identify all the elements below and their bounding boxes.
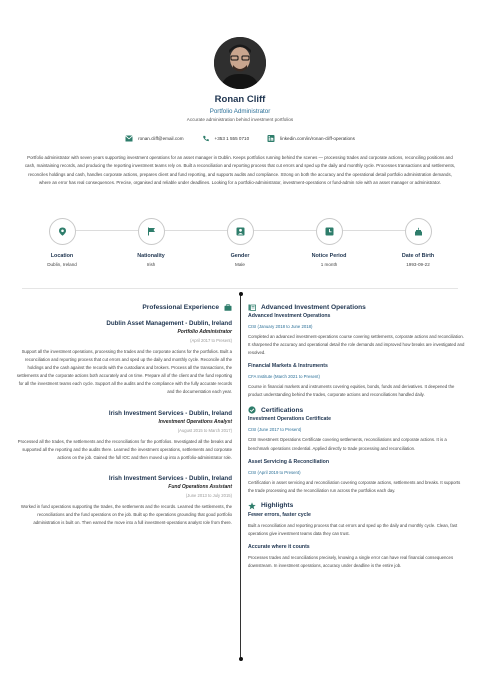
job-dates: (August 2015 to March 2017): [177, 427, 232, 433]
item-description: Completed an advanced investment-operations course covering settlements, corporate actions and reconciliation. It sharpened the accuracy and operational detail the role demands and improved how breaks are investigated and resolved.: [248, 334, 465, 356]
fact-label: Location: [50, 253, 74, 259]
highlights-section: [248, 502, 466, 570]
candidate-name: Ronan Cliff: [214, 94, 266, 105]
contact-phone[interactable]: [202, 135, 250, 142]
job-company: Dublin Asset Management - Dublin, Ireland: [106, 320, 232, 327]
job-title: Portfolio Administrator: [209, 108, 271, 115]
education-heading: [248, 304, 466, 311]
education-heading-text: Advanced Investment Operations: [261, 304, 366, 311]
item-date: CISI (June 2017 to Present): [248, 427, 302, 433]
location-pin-icon: [58, 227, 67, 236]
job-entry: [16, 475, 232, 527]
job-role: Fund Operations Assistant: [168, 483, 232, 490]
right-column: [248, 304, 466, 577]
fact-value: Irish: [146, 262, 156, 267]
fact-label: Gender: [230, 253, 250, 259]
flag-icon: [147, 227, 156, 236]
highlight-item: [248, 544, 466, 570]
star-icon: [248, 502, 256, 510]
email-icon: [125, 135, 133, 142]
education-item: [248, 363, 466, 399]
highlights-heading-text: Highlights: [261, 502, 294, 510]
timeline-dot-top: [239, 292, 243, 296]
phone-icon: [202, 135, 210, 142]
job-entry: [16, 410, 232, 462]
fact-label: Notice Period: [311, 253, 347, 259]
fact-notice-period: [289, 218, 369, 267]
item-title: Investment Operations Certificate: [248, 416, 332, 423]
job-dates: (June 2013 to July 2015): [185, 492, 232, 498]
item-title: Fewer errors, faster cycle: [248, 511, 311, 518]
fact-label: Nationality: [137, 253, 165, 259]
item-title: Advanced Investment Operations: [248, 313, 331, 319]
fact-nationality: [111, 218, 191, 267]
item-description: CISI Investment Operations Certificate covering settlements, reconciliations and corporate actions. It is a benchmark operations credential. Applied directly to trade processing and reconciliation.: [248, 437, 447, 451]
contact-linkedin[interactable]: [267, 135, 355, 142]
fact-value: 1 month: [320, 262, 338, 267]
item-title: Financial Markets & Instruments: [248, 363, 328, 370]
job-description: Support all the investment operations, processing the trades and the corporate actions for the portfolios. Built a reconciliation and reporting process that cut errors and sped up the daily and monthly cycle. Reconcile all the holdings and the cash against the records with the custodians and brokers. Process all the transactions, the settlements and the corporate actions both accurately and on time. Prepare all of the client and the fund reporting for all the investment teams each cycle. Support all the audits and the compliance with the fully accurate records and the documentation each year.: [16, 349, 232, 395]
item-title: Asset Servicing & Reconciliation: [248, 458, 330, 465]
linkedin-text: linkedin.com/in/ronan-cliff-operations: [280, 136, 355, 141]
book-icon: [248, 304, 256, 311]
fact-value: 1993-09-22: [406, 262, 430, 267]
timeline-line: [240, 294, 241, 658]
education-section: [248, 304, 466, 399]
certification-item: [248, 459, 466, 495]
profile-summary: Portfolio administrator with seven years supporting investment operations for an asset manager in Dublin. Keeps portfolios running behind the scenes — processing trades and corporate actions, reconciling positions and cash, maintaining records, and producing the reporting investment teams rely on. Built a reconciliation and reporting process that cut errors and sped up the daily and monthly cycle. Processes transactions and settlements, reconciles holdings and cash, handles corporate actions, prepares client and fund reporting, and supports audits and compliance. Strong on both the accuracy and the operational detail portfolio administration demands, where an error has real consequences. Precise, organised and reliable under deadlines. Looking for a portfolio-administrator, investment-operations or fund-admin role with an asset manager or administrator.: [24, 155, 456, 186]
fact-label: Date of Birth: [401, 253, 435, 259]
cake-icon: [414, 227, 423, 236]
item-date: CFA Institute (March 2021 to Present): [248, 374, 320, 380]
highlights-heading: [248, 502, 466, 510]
job-description: Processed all the trades, the settlements and the reconciliations for the portfolios. Investigated all the breaks and supported all the reporting and the audits there. Learned the investment operations, settlements and corporate actions on the job. Gained the full IOC and then moved up into a portfolio-administrator role.: [17, 438, 232, 460]
timeline-dot-bottom: [239, 657, 243, 661]
linkedin-icon: [267, 135, 275, 142]
job-company: Irish Investment Services - Dublin, Ireland: [108, 409, 232, 417]
check-circle-icon: [248, 406, 256, 414]
job-role: Portfolio Administrator: [177, 329, 232, 335]
contact-bar: [0, 135, 480, 142]
certifications-section: [248, 406, 466, 494]
clock-icon: [325, 227, 334, 236]
item-description: Course in financial markets and instruments covering equities, bonds, funds and derivatives. It deepened the product understanding behind the trades, corporate actions and reconciliations handled daily.: [248, 384, 455, 398]
fact-location: [22, 218, 102, 267]
person-icon: [236, 227, 245, 236]
section-divider: [22, 288, 458, 289]
personal-details: [22, 218, 458, 278]
briefcase-icon: [224, 304, 232, 311]
job-description: Worked in fund operations supporting the trades, the settlements and the records. Learned the settlements, the reconciliations and the fund operations on the job. Built up the operations grounding that good portfolio administration is built on. Then earned the move into a full investment-operations analyst role from there.: [20, 503, 232, 526]
job-role: Investment Operations Analyst: [158, 418, 232, 425]
certification-item: [248, 416, 466, 452]
item-title: Accurate where it counts: [248, 544, 310, 551]
item-description: Certification in asset servicing and reconciliation covering corporate actions, settlements and breaks. It supports the trade processing and the reconciliation run across the portfolios each day.: [248, 479, 461, 493]
education-item: [248, 313, 466, 357]
item-date: CISI (April 2019 to Present): [248, 469, 301, 475]
experience-section: [16, 304, 232, 527]
job-company: Irish Investment Services - Dublin, Ireland: [108, 474, 232, 482]
experience-heading-text: Professional Experience: [142, 304, 219, 311]
item-date: CISI (January 2018 to June 2018): [248, 324, 313, 329]
job-entry: [16, 320, 232, 397]
tagline: Accurate administration behind investment portfolios: [186, 117, 294, 122]
fact-value: Dublin, Ireland: [47, 262, 77, 267]
email-text: ronan.cliff@email.com: [138, 136, 184, 141]
item-description: Processes trades and reconciliations precisely, knowing a single error can have real financial consequences downstream. In investment operations, accuracy under deadline is the entire job.: [248, 555, 454, 569]
fact-gender: [200, 218, 280, 267]
certifications-heading: [248, 406, 466, 414]
contact-email[interactable]: [125, 135, 183, 142]
item-description: Built a reconciliation and reporting process that cut errors and sped up the daily and monthly cycle. Clean, fast operations give investment teams data they can trust.: [248, 522, 458, 536]
fact-value: Male: [235, 262, 245, 267]
fact-date-of-birth: [378, 218, 458, 267]
certifications-heading-text: Certifications: [261, 406, 304, 414]
phone-text: +353 1 555 0710: [214, 136, 250, 141]
experience-heading: [16, 304, 232, 311]
highlight-item: [248, 512, 466, 538]
job-dates: (April 2017 to Present): [190, 338, 232, 343]
avatar: [214, 37, 266, 89]
